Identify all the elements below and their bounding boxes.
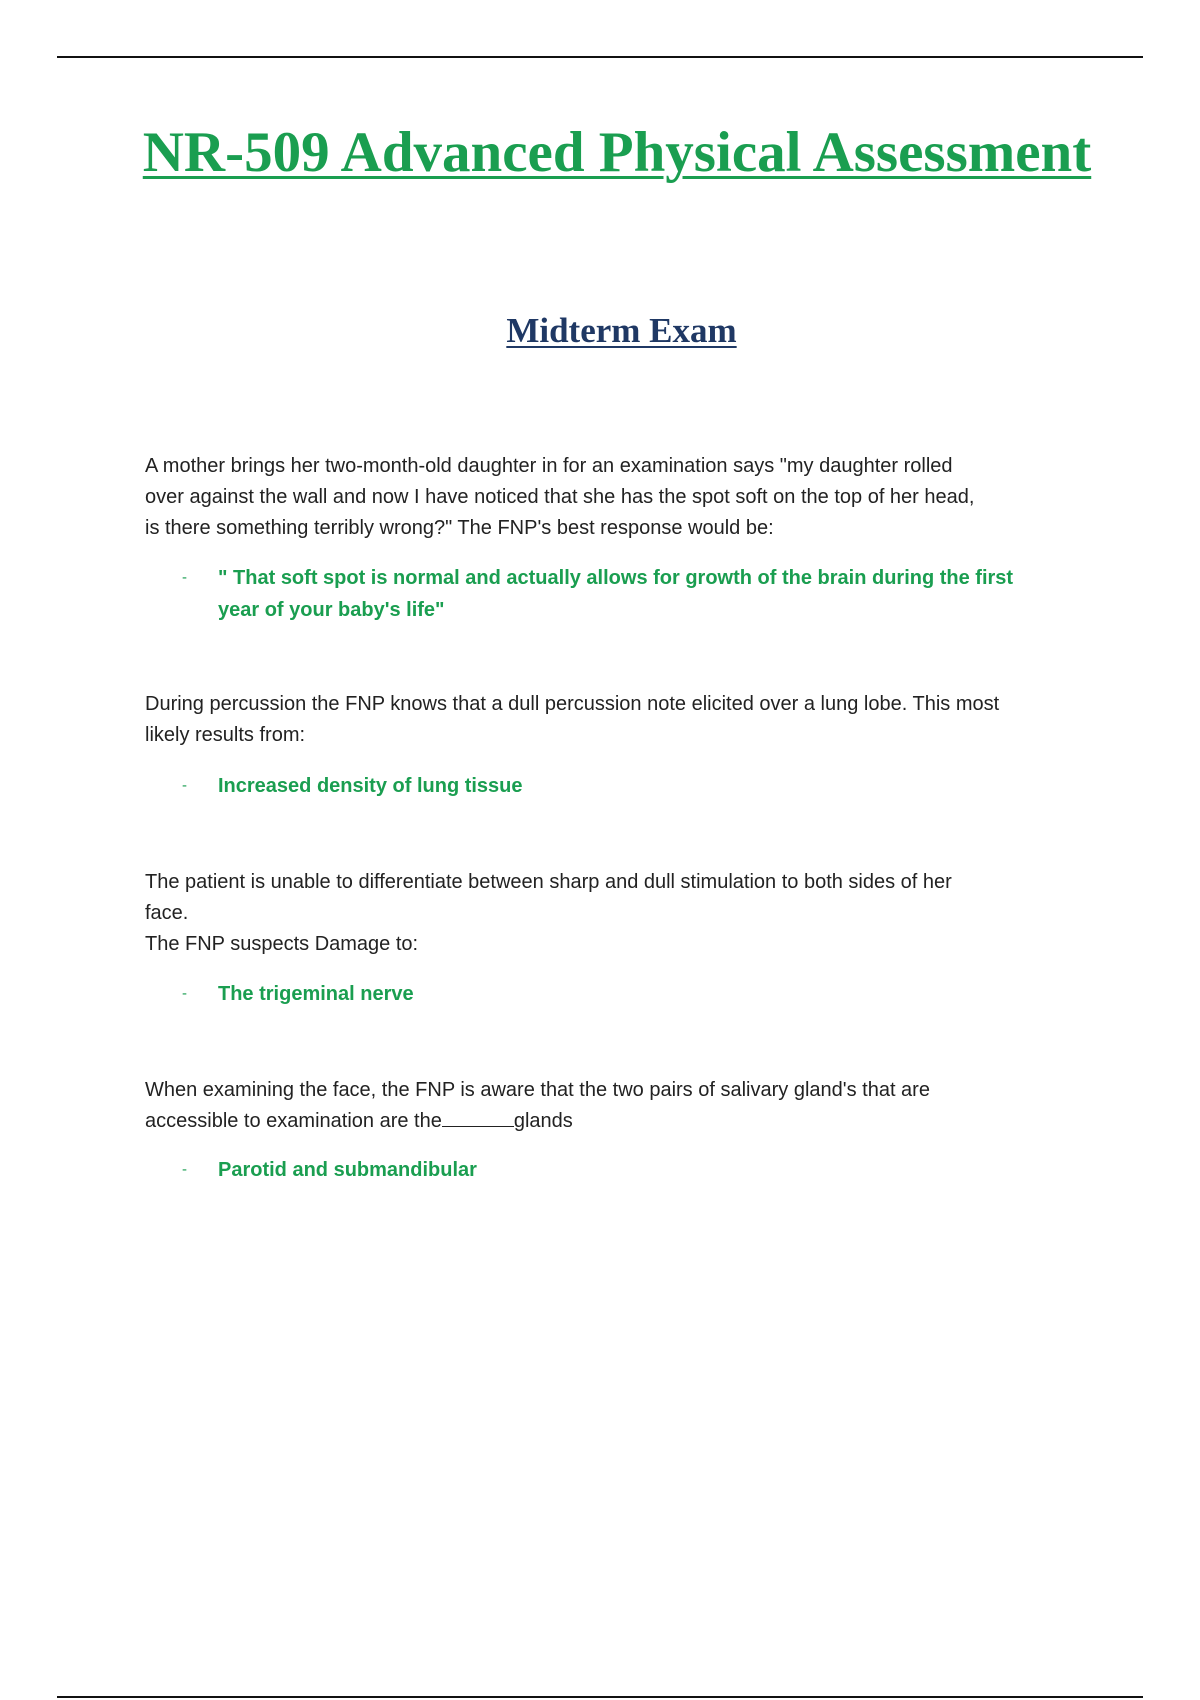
question-line-with-blank <box>145 1106 1095 1137</box>
document-title: NR-509 Advanced Physical Assessment <box>142 121 1092 184</box>
question-line: likely results from: <box>145 724 306 746</box>
question-line: face. <box>145 902 189 924</box>
question-4-answer <box>182 1154 1082 1186</box>
question-line: During percussion the FNP knows that a dull percussion note elicited over a lung lobe. This most <box>145 693 1000 715</box>
bottom-rule <box>57 1696 1143 1698</box>
answer-line: year of your baby's life" <box>218 599 445 621</box>
question-line: The FNP suspects Damage to: <box>145 933 419 955</box>
answer-bullet: - <box>182 569 187 586</box>
fill-in-blank <box>442 1107 514 1127</box>
question-line: is there something terribly wrong?" The FNP's best response would be: <box>145 517 774 539</box>
answer-bullet: - <box>182 985 187 1002</box>
answer-bullet: - <box>182 777 187 794</box>
answer-line: " That soft spot is normal and actually allows for growth of the brain during the first <box>218 567 1014 589</box>
question-2-text <box>145 689 1095 751</box>
question-1-text <box>145 451 1095 544</box>
blank-suffix: glands <box>513 1110 573 1132</box>
question-line: A mother brings her two-month-old daughter in for an examination says "my daughter rolled <box>145 455 953 477</box>
question-line: over against the wall and now I have noticed that she has the spot soft on the top of her head, <box>145 486 975 508</box>
question-line: The patient is unable to differentiate between sharp and dull stimulation to both sides of her <box>145 871 952 893</box>
answer-line: Increased density of lung tissue <box>218 775 523 797</box>
question-2-answer <box>182 770 1082 802</box>
answer-line: Parotid and submandibular <box>218 1159 477 1181</box>
question-1-answer <box>182 562 1082 626</box>
document-subtitle: Midterm Exam <box>506 311 737 350</box>
answer-line: The trigeminal nerve <box>218 983 414 1005</box>
blank-prefix: accessible to examination are the <box>145 1110 442 1132</box>
question-3-text <box>145 867 1095 960</box>
answer-bullet: - <box>182 1161 187 1178</box>
question-3-answer <box>182 978 1082 1010</box>
question-4-text <box>145 1075 1095 1137</box>
question-line: When examining the face, the FNP is aware that the two pairs of salivary gland's that are <box>145 1079 930 1101</box>
top-rule <box>57 56 1143 58</box>
